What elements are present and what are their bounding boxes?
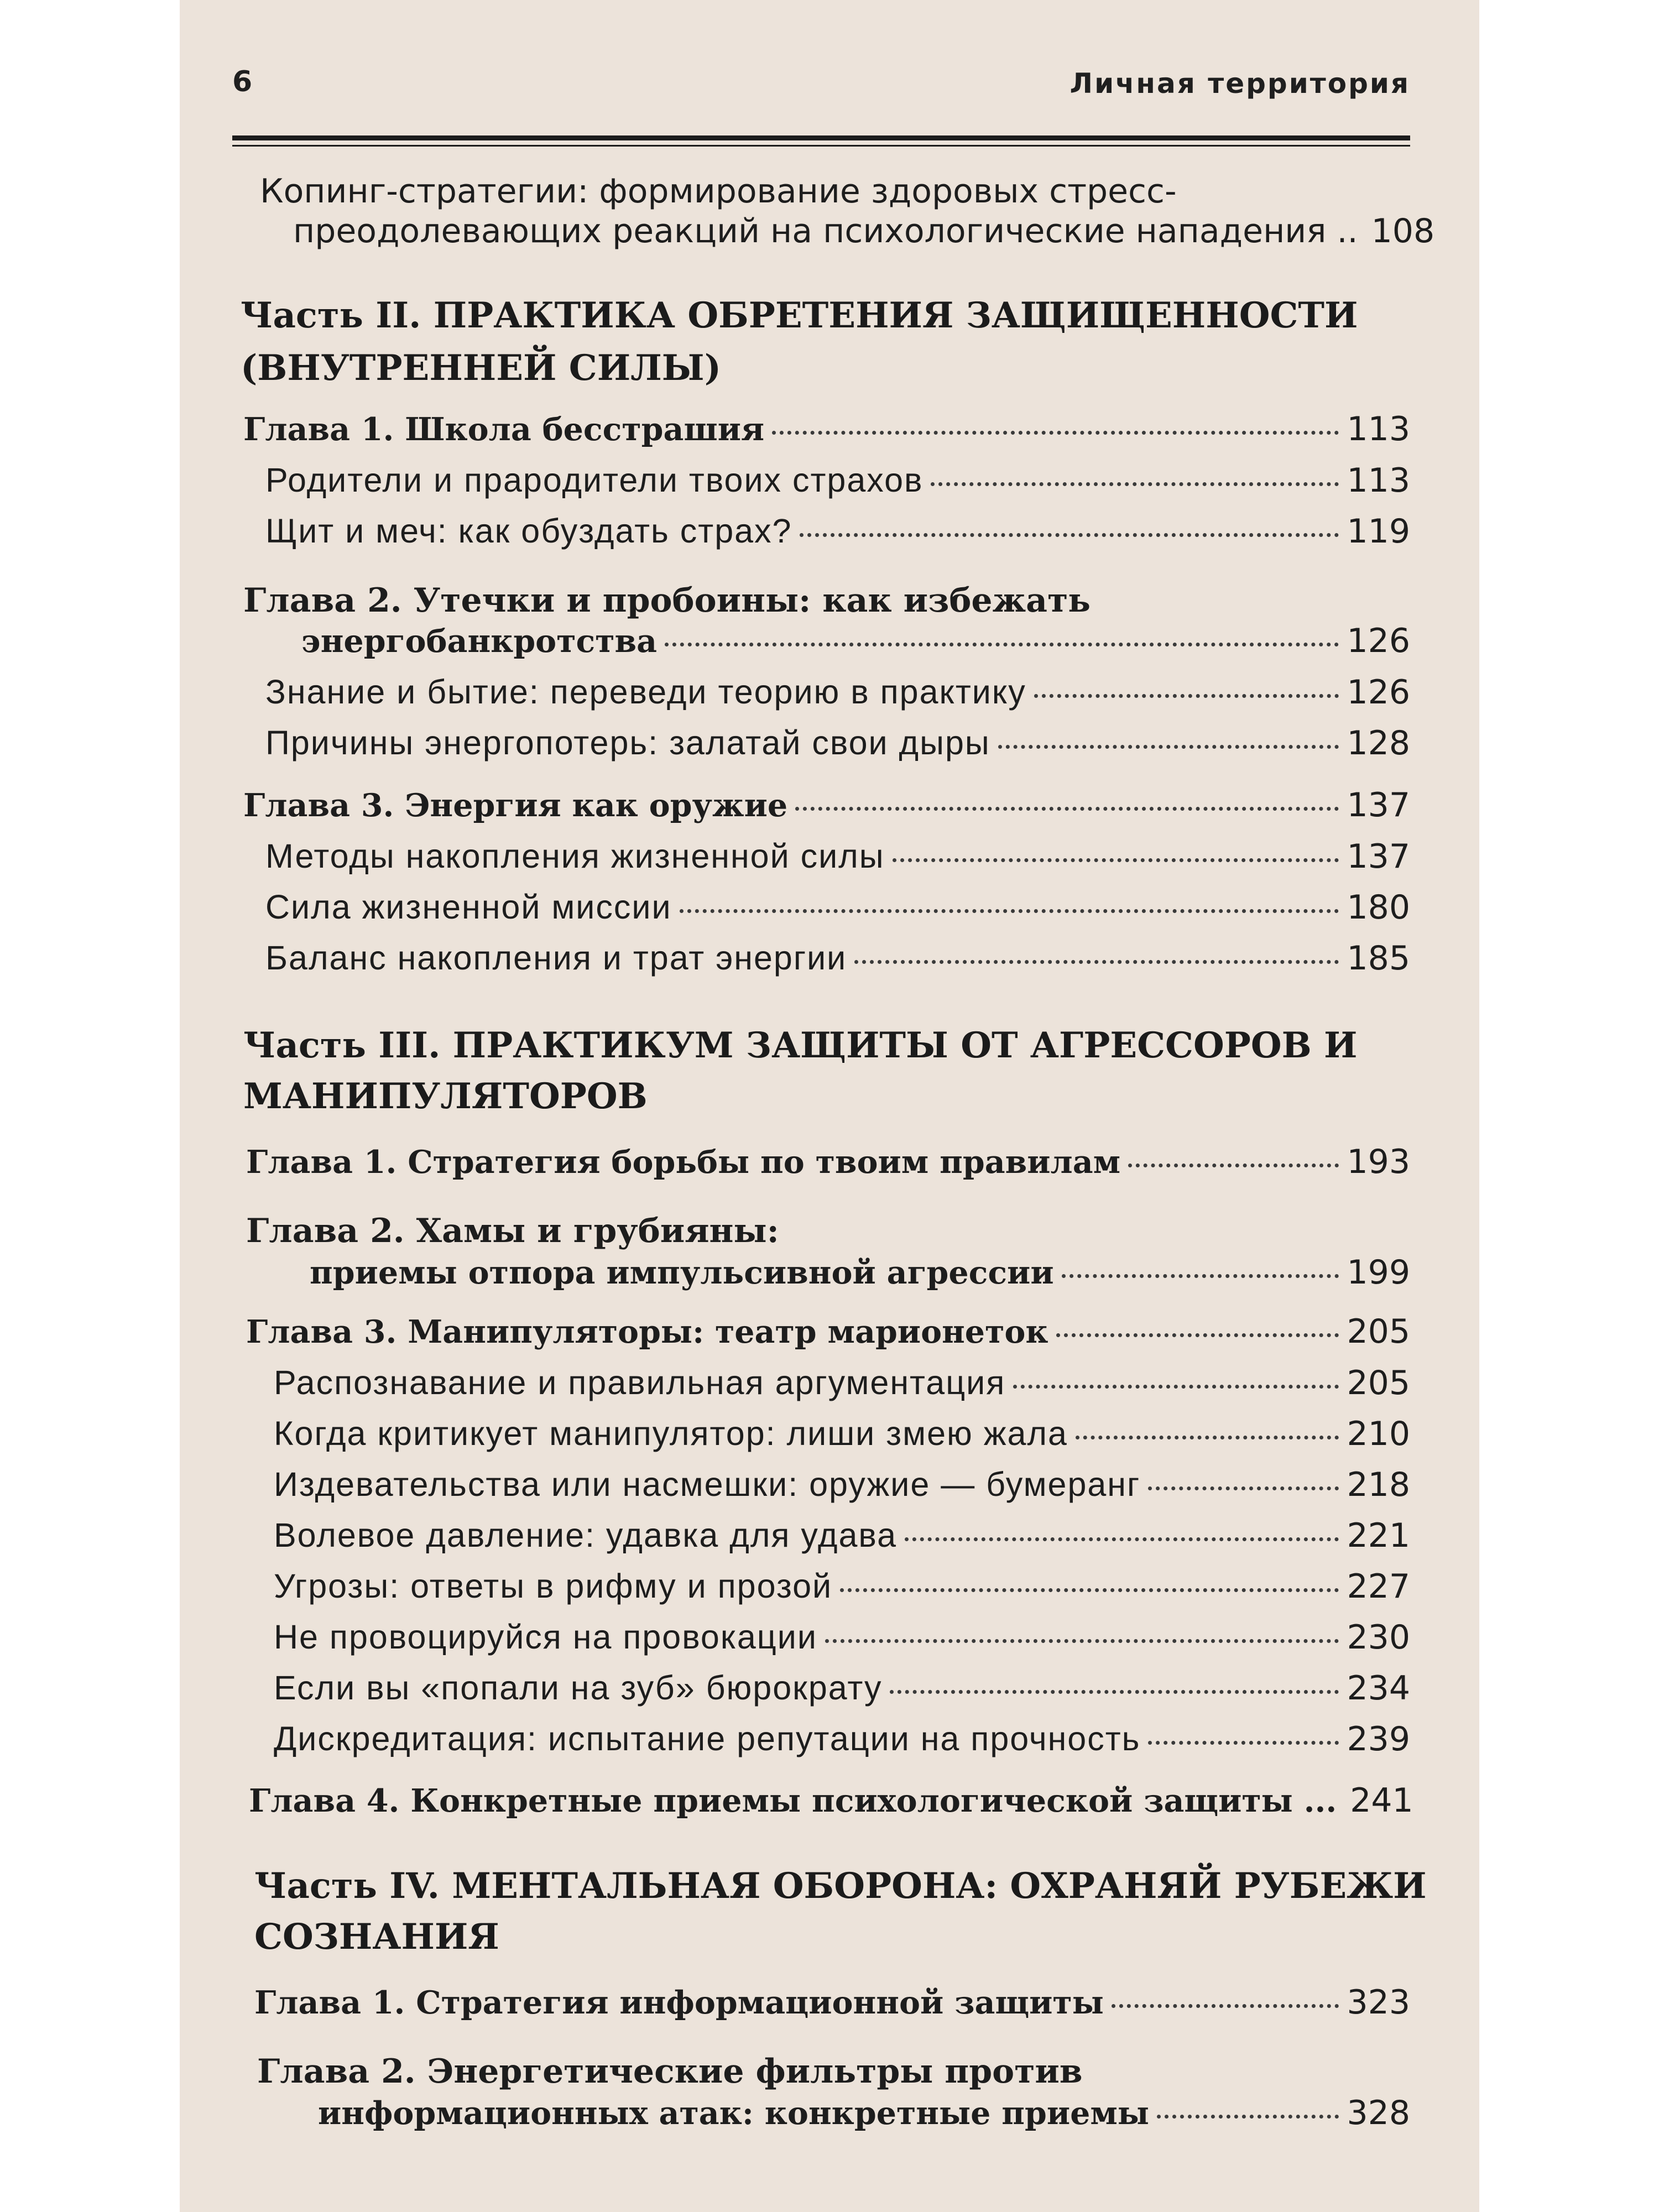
part-heading: Часть II. ПРАКТИКА ОБРЕТЕНИЯ ЗАЩИЩЕННОСТИ xyxy=(241,295,1358,336)
toc-chapter-title: Глава 2. Утечки и пробоины: как избежать xyxy=(243,581,1091,620)
toc-entry-page: 210 xyxy=(1347,1415,1410,1453)
toc-section-title: Угрозы: ответы в рифму и прозой xyxy=(274,1567,833,1605)
toc-entry-page: 137 xyxy=(1347,786,1410,825)
toc-entry-page: 323 xyxy=(1347,1983,1410,2022)
toc-section-title: Родители и прародители твоих страхов xyxy=(265,461,924,499)
toc-section-title: Издевательства или насмешки: оружие — бумеранг xyxy=(274,1465,1141,1503)
toc-entry-page: 205 xyxy=(1347,1312,1410,1351)
dot-leader xyxy=(1148,1741,1339,1745)
toc-section xyxy=(265,881,1410,933)
toc-section xyxy=(265,831,1410,882)
header-rule-thin xyxy=(232,145,1410,147)
dot-leader xyxy=(665,643,1339,646)
running-title: Личная территория xyxy=(1070,67,1410,100)
toc-chapter xyxy=(301,615,1410,667)
toc-chapter xyxy=(243,404,1410,455)
toc-section xyxy=(274,1611,1410,1663)
dot-leader xyxy=(931,482,1339,486)
toc-section xyxy=(265,717,1410,769)
toc-section-title: Волевое давление: удавка для удава xyxy=(274,1516,898,1554)
dot-leader xyxy=(1034,694,1339,698)
dot-leader xyxy=(1157,2115,1339,2119)
toc-section-title: Дискредитация: испытание репутации на прочность xyxy=(274,1720,1141,1757)
dot-leader xyxy=(998,745,1339,749)
toc-chapter-title: приемы отпора импульсивной агрессии xyxy=(310,1254,1054,1291)
dot-leader xyxy=(1112,2004,1339,2008)
toc-section-title: Распознавание и правильная аргументация xyxy=(274,1364,1006,1401)
part-heading: Часть III. ПРАКТИКУМ ЗАЩИТЫ ОТ АГРЕССОРОВ И xyxy=(243,1025,1358,1066)
toc-section xyxy=(274,1357,1410,1408)
toc-section xyxy=(274,1662,1410,1714)
toc-chapter-title: Глава 2. Энергетические фильтры против xyxy=(257,2052,1083,2091)
dot-leader xyxy=(795,807,1339,811)
part-heading: СОЗНАНИЯ xyxy=(254,1916,499,1958)
part-heading: МАНИПУЛЯТОРОВ xyxy=(243,1076,648,1117)
toc-entry-page: 218 xyxy=(1347,1465,1410,1504)
toc-entry-page: 199 xyxy=(1347,1253,1410,1292)
toc-entry-text: Копинг-стратегии: формирование здоровых стресс- xyxy=(260,172,1177,211)
toc-section xyxy=(265,932,1410,984)
toc-entry xyxy=(293,206,1435,257)
toc-chapter-title: информационных атак: конкретные приемы xyxy=(318,2095,1150,2132)
toc-entry-page: 205 xyxy=(1347,1364,1410,1402)
toc-entry-page: 185 xyxy=(1347,939,1410,978)
dot-leader xyxy=(1056,1333,1339,1337)
toc-chapter-title: Глава 3. Энергия как оружие xyxy=(243,787,788,824)
toc-section-title: Сила жизненной миссии xyxy=(265,888,672,926)
toc-section xyxy=(274,1510,1410,1561)
dot-leader xyxy=(1076,1436,1339,1439)
toc-entry-page: 137 xyxy=(1347,837,1410,876)
part-heading: (ВНУТРЕННЕЙ СИЛЫ) xyxy=(241,347,721,389)
dot-leader xyxy=(825,1639,1339,1643)
toc-entry-title: преодолевающих реакций на психологические нападения .. xyxy=(293,212,1358,251)
toc-entry-page: 328 xyxy=(1347,2094,1410,2132)
part-heading: Часть IV. МЕНТАЛЬНАЯ ОБОРОНА: ОХРАНЯЙ РУБЕЖИ xyxy=(254,1865,1427,1907)
toc-chapter-title: Глава 4. Конкретные приемы психологической защиты ... xyxy=(249,1782,1337,1819)
toc-section xyxy=(274,1713,1410,1765)
dot-leader xyxy=(840,1588,1339,1592)
toc-section-title: Не провоцируйся на провокации xyxy=(274,1618,817,1656)
toc-section xyxy=(265,666,1410,718)
toc-chapter-title: Глава 1. Школа бесстрашия xyxy=(243,411,765,448)
toc-entry-page: 239 xyxy=(1347,1720,1410,1759)
toc-chapter xyxy=(249,1775,1413,1827)
toc-section xyxy=(274,1408,1410,1459)
dot-leader xyxy=(893,858,1339,862)
toc-entry-page: 180 xyxy=(1347,888,1410,927)
toc-section-title: Щит и меч: как обуздать страх? xyxy=(265,512,792,550)
toc-entry-page: 108 xyxy=(1371,212,1435,251)
toc-entry-page: 230 xyxy=(1347,1618,1410,1657)
toc-entry-page: 221 xyxy=(1347,1516,1410,1555)
toc-entry-page: 193 xyxy=(1347,1142,1410,1181)
toc-entry-page: 227 xyxy=(1347,1567,1410,1606)
toc-section xyxy=(265,505,1410,557)
dot-leader xyxy=(1013,1385,1339,1389)
dot-leader xyxy=(1148,1486,1339,1490)
toc-chapter xyxy=(310,1247,1410,1298)
toc-entry-page: 234 xyxy=(1347,1669,1410,1708)
toc-entry-page: 113 xyxy=(1347,461,1410,500)
dot-leader xyxy=(854,960,1339,964)
toc-chapter-title: Глава 1. Стратегия борьбы по твоим правилам xyxy=(246,1144,1121,1181)
toc-entry-page: 126 xyxy=(1347,622,1410,660)
toc-chapter xyxy=(246,1136,1410,1188)
toc-entry-page: 128 xyxy=(1347,724,1410,763)
dot-leader xyxy=(1062,1274,1339,1278)
toc-chapter-title: энергобанкротства xyxy=(301,623,658,660)
dot-leader xyxy=(800,533,1339,537)
toc-entry-page: 126 xyxy=(1347,673,1410,712)
toc-section-title: Знание и бытие: переведи теорию в практику xyxy=(265,673,1026,711)
toc-section xyxy=(274,1561,1410,1612)
dot-leader xyxy=(905,1537,1339,1541)
header-rule xyxy=(232,135,1410,140)
toc-entry-page: 241 xyxy=(1350,1781,1413,1820)
toc-entry-page: 113 xyxy=(1347,410,1410,448)
toc-chapter xyxy=(254,1977,1410,2028)
page-number: 6 xyxy=(232,65,253,98)
toc-chapter xyxy=(318,2088,1410,2139)
dot-leader xyxy=(1128,1164,1339,1167)
toc-section-title: Методы накопления жизненной силы xyxy=(265,837,885,875)
toc-entry-page: 119 xyxy=(1347,512,1410,551)
dot-leader xyxy=(772,431,1339,435)
dot-leader xyxy=(890,1690,1339,1694)
toc-chapter-title: Глава 1. Стратегия информационной защиты xyxy=(254,1984,1104,2021)
toc-chapter-title: Глава 2. Хамы и грубияны: xyxy=(246,1212,779,1250)
toc-section-title: Когда критикует манипулятор: лиши змею жала xyxy=(274,1415,1068,1452)
toc-section-title: Баланс накопления и трат энергии xyxy=(265,939,847,977)
toc-chapter xyxy=(246,1306,1410,1358)
toc-section xyxy=(274,1459,1410,1510)
toc-section-title: Если вы «попали на зуб» бюрократу xyxy=(274,1669,883,1707)
toc-chapter-title: Глава 3. Манипуляторы: театр марионеток xyxy=(246,1313,1048,1350)
dot-leader xyxy=(680,909,1339,913)
toc-section xyxy=(265,455,1410,506)
toc-chapter xyxy=(243,780,1410,831)
toc-section-title: Причины энергопотерь: залатай свои дыры xyxy=(265,724,990,761)
